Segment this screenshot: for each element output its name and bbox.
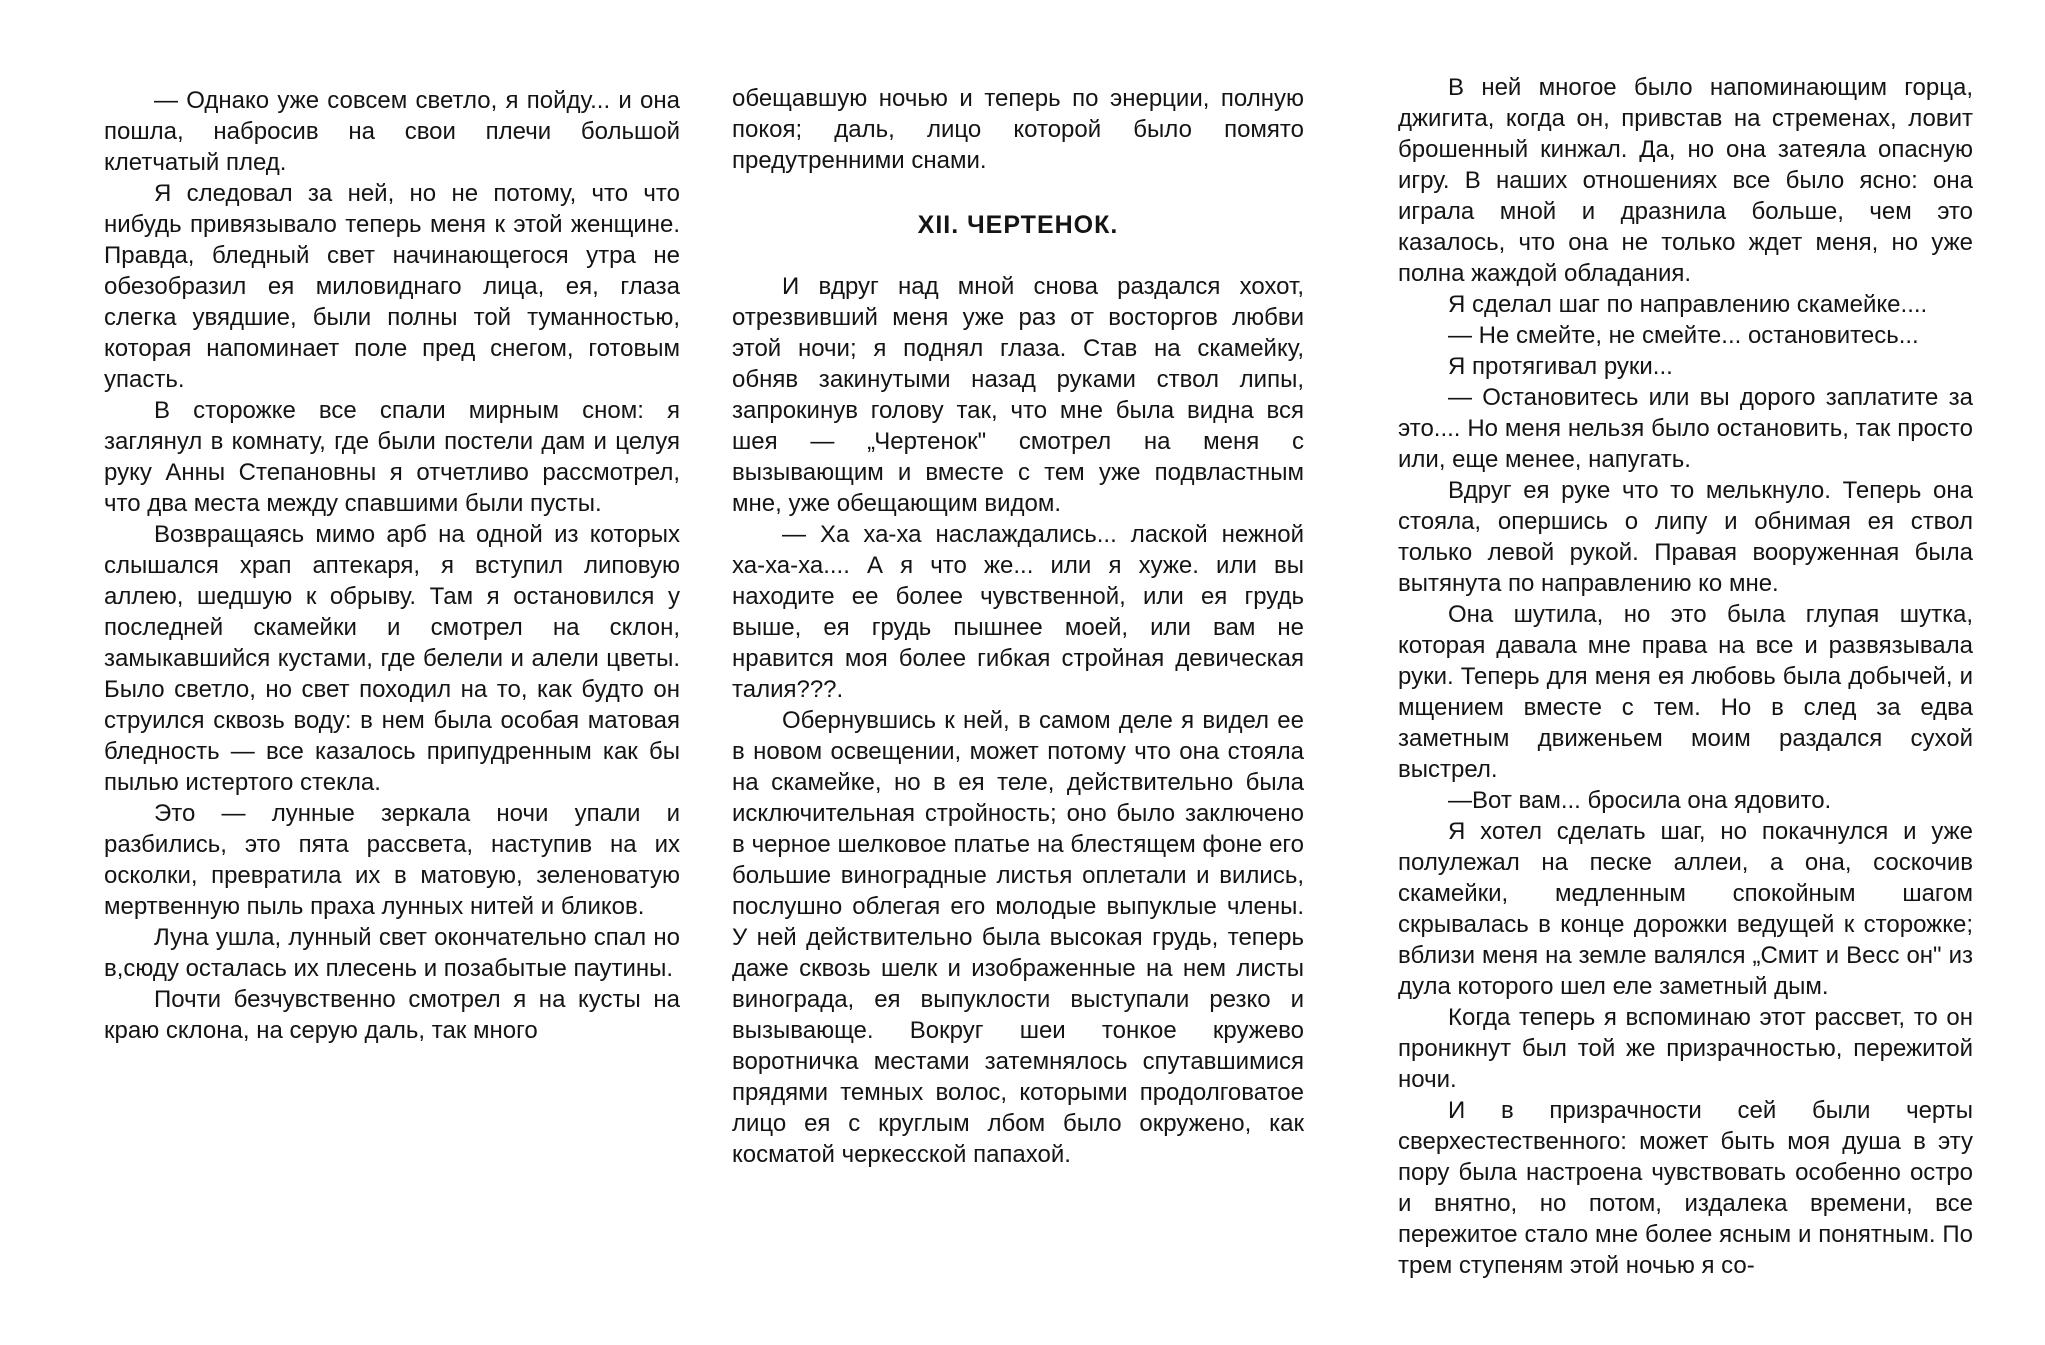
paragraph: — Не смейте, не смейте... остановитесь... bbox=[1448, 322, 1919, 349]
paragraph: Когда теперь я вспоминаю этот рассвет, то он проникнут был той же призрачностью, пережитой ночи. bbox=[1398, 1004, 1973, 1093]
paragraph: — Ха ха-ха наслаждались... лаской нежной ха-ха-ха.... А я что же... или я хуже. или вы находите ее более чувственной, или ея грудь выше, ея грудь пышнее моей, или вам не нравится моя более гибкая стройная девическая талия???. bbox=[732, 521, 1304, 703]
paragraph: — Остановитесь или вы дорого заплатите за это.... Но меня нельзя было остановить, так просто или, еще менее, напугать. bbox=[1398, 384, 1973, 473]
paragraph: Я следовал за ней, но не потому, что что нибудь привязывало теперь меня к этой женщине. Правда, бледный свет начинающегося утра не обезобразил ея миловиднаго лица, ея, глаза слегка увядшие, были полны той туманностью, которая напоминает поле пред снегом, готовым упасть. bbox=[104, 180, 680, 393]
text-column-middle bbox=[732, 83, 1304, 1170]
paragraph-continued: обещавшую ночью и теперь по энерции, полную покоя; даль, лицо которой было помято предутренними снами. bbox=[732, 85, 1304, 174]
paragraph: Я сделал шаг по направлению скамейке.... bbox=[1448, 291, 1928, 318]
text-column-right bbox=[1398, 72, 1973, 1281]
paragraph: Почти безчувственно смотрел я на кусты на краю склона, на серую даль, так много bbox=[104, 986, 680, 1044]
paragraph: Это — лунные зеркала ночи упали и разбились, это пята рассвета, наступив на их осколки, превратила их в матовую, зеленоватую мертвенную пыль праха лунных нитей и бликов. bbox=[104, 800, 680, 920]
paragraph: Я хотел сделать шаг, но покачнулся и уже полулежал на песке аллеи, а она, соскочив скамейки, медленным спокойным шагом скрывалась в конце дорожки ведущей к сторожке; вблизи меня на земле валялся „Смит и Весс он" из дула которого шел еле заметный дым. bbox=[1398, 818, 1973, 1000]
paragraph: Возвращаясь мимо арб на одной из которых слышался храп аптекаря, я вступил липовую аллею, шедшую к обрыву. Там я остановился у последней скамейки и смотрел на склон, замыкавшийся кустами, где белели и алели цветы. Было светло, но свет походил на то, как будто он струился сквозь воду: в нем была особая матовая бледность — все казалось припудренным как бы пылью истертого стекла. bbox=[104, 521, 680, 796]
paragraph: —Вот вам... бросила она ядовито. bbox=[1448, 787, 1832, 814]
paragraph: И вдруг над мной снова раздался хохот, отрезвивший меня уже раз от восторгов любви этой ночи; я поднял глаза. Став на скамейку, обняв закинутыми назад руками ствол липы, запрокинув голову так, что мне была видна вся шея — „Чертенок" смотрел на меня с вызывающим и вместе с тем уже подвластным мне, уже обещающим видом. bbox=[732, 273, 1304, 517]
paragraph: Она шутила, но это была глупая шутка, которая давала мне права на все и развязывала руки. Теперь для меня ея любовь была добычей, и мщением вместе с тем. Но в след за едва заметным движеньем моим раздался сухой выстрел. bbox=[1398, 601, 1973, 783]
paragraph: Я протягивал руки... bbox=[1448, 353, 1673, 380]
paragraph: Луна ушла, лунный свет окончательно спал но в,сюду осталась их плесень и позабытые паутины. bbox=[104, 924, 680, 982]
text-column-left bbox=[104, 85, 680, 1046]
paragraph: Обернувшись к ней, в самом деле я видел ее в новом освещении, может потому что она стояла на скамейке, но в ея теле, действительно была исключительная стройность; оно было заключено в черное шелковое платье на блестящем фоне его большие виноградные листья оплетали и вились, послушно облегая его молодые выпуклые члены. У ней действительно была высокая грудь, теперь даже сквозь шелк и изображенные на нем листы винограда, ея выпуклости выступали резко и вызывающе. Вокруг шеи тонкое кружево воротничка местами затемнялось спутавшимися прядями темных волос, которыми продолговатое лицо ея с круглым лбом было окружено, как косматой черкесской папахой. bbox=[732, 707, 1304, 1168]
paragraph: Вдруг ея руке что то мелькнуло. Теперь она стояла, опершись о липу и обнимая ея ствол только левой рукой. Правая вооруженная была вытянута по направлению ко мне. bbox=[1398, 477, 1973, 597]
chapter-heading: XII. ЧЕРТЕНОК. bbox=[917, 211, 1119, 239]
paragraph: В сторожке все спали мирным сном: я заглянул в комнату, где были постели дам и целуя руку Анны Степановны я отчетливо рассмотрел, что два места между спавшими были пусты. bbox=[104, 397, 680, 517]
paragraph: В ней многое было напоминающим горца, джигита, когда он, привстав на стременах, ловит брошенный кинжал. Да, но она затеяла опасную игру. В наших отношениях все было ясно: она играла мной и дразнила больше, чем это казалось, что она не только ждет меня, но уже полна жаждой обладания. bbox=[1398, 74, 1973, 287]
paragraph: — Однако уже совсем светло, я пойду... и она пошла, набросив на свои плечи большой клетчатый плед. bbox=[104, 87, 680, 176]
paragraph: И в призрачности сей были черты сверхестественного: может быть моя душа в эту пору была настроена чувствовать особенно остро и внятно, но потом, издалека времени, все пережитое стало мне более ясным и понятным. По трем ступеням этой ночью я со- bbox=[1398, 1097, 1973, 1279]
